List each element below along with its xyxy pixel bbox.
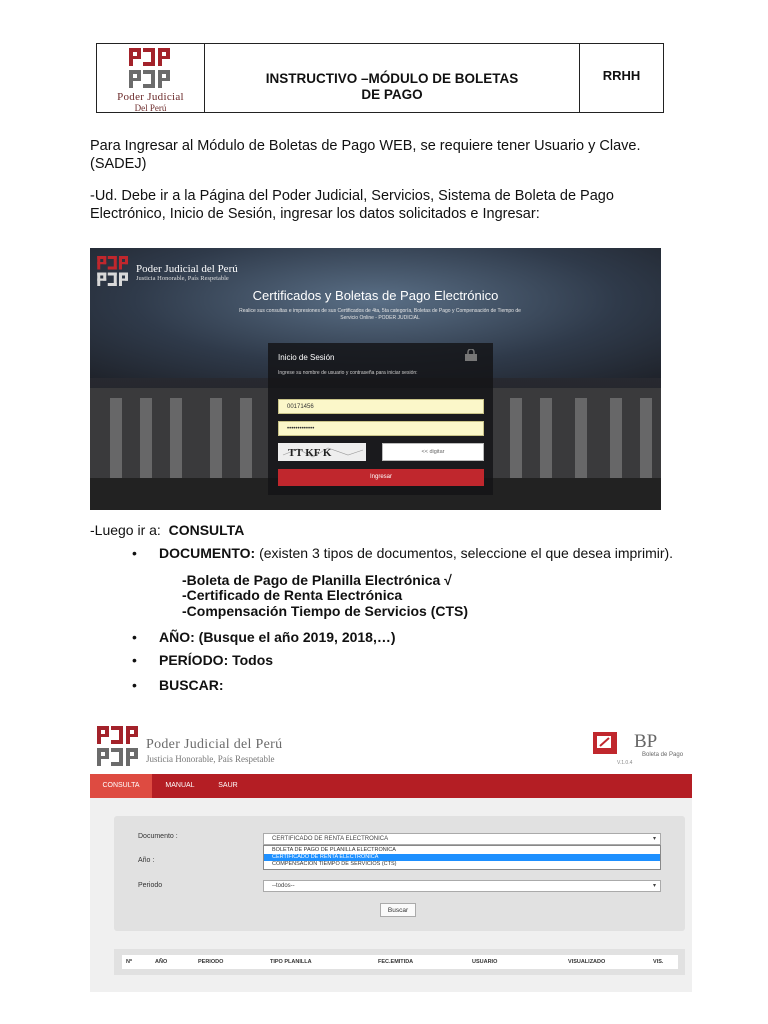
documento-select[interactable] [263, 833, 661, 845]
login-brand: Poder Judicial del Perú [136, 263, 238, 275]
consulta-slogan: Justicia Honorable, País Respetable [146, 754, 275, 764]
step-buscar: BUSCAR: [159, 677, 224, 693]
column [110, 398, 122, 478]
documento-text: (existen 3 tipos de documentos, seleccione el que desea imprimir). [255, 545, 674, 561]
poder-judicial-logo-icon [95, 726, 141, 766]
periodo-label: Periodo [138, 882, 163, 889]
column [540, 398, 552, 478]
documento-select-value: CERTIFICADO DE RENTA ELECTRONICA [272, 836, 389, 842]
login-page-title: Certificados y Boletas de Pago Electrónico [252, 288, 499, 303]
buscar-button[interactable]: Buscar [380, 903, 416, 917]
step-luego [90, 521, 244, 539]
results-table [114, 949, 685, 975]
login-panel-description: Ingrese su nombre de usuario y contraseña para iniciar sesión: [278, 370, 418, 376]
header-title-cell [205, 44, 580, 112]
department-label: RRHH [602, 68, 641, 83]
document-header [96, 43, 664, 113]
column [240, 398, 252, 478]
column [170, 398, 182, 478]
instructions-line2: Electrónico, Inicio de Sesión, ingresar los datos solicitados e Ingresar: [90, 206, 540, 222]
documento-option[interactable]: BOLETA DE PAGO DE PLANILLA ELECTRONICA [272, 847, 396, 853]
documento-label: DOCUMENTO: [159, 545, 256, 561]
intro-paragraph-line2: (SADEJ) [90, 156, 147, 172]
logo-name: Poder Judicial [117, 91, 184, 103]
column-header: PERIODO [198, 959, 224, 965]
step-documento [159, 545, 673, 561]
doc-title-line2: DE PAGO [361, 87, 423, 102]
dropdown-arrow-icon: ▾ [652, 883, 656, 889]
poder-judicial-logo-icon [129, 48, 171, 88]
column-header: USUARIO [472, 959, 498, 965]
header-dept-cell [580, 44, 663, 112]
captcha-image [278, 443, 366, 461]
doc-type-boleta: -Boleta de Pago de Planilla Electrónica √ [182, 572, 452, 588]
login-screenshot [90, 248, 661, 510]
documento-option[interactable]: COMPENSACION TIEMPO DE SERVICIOS (CTS) [272, 861, 397, 867]
login-slogan: Justicia Honorable, País Respetable [136, 275, 229, 282]
column [140, 398, 152, 478]
column-header: VIS. [653, 959, 664, 965]
dropdown-arrow-icon: ▾ [652, 836, 656, 842]
column [610, 398, 622, 478]
step-luego-prefix: -Luego ir a: [90, 522, 165, 538]
documento-dropdown-list [263, 845, 661, 870]
intro-paragraph-line1: Para Ingresar al Módulo de Boletas de Pago WEB, se requiere tener Usuario y Clave. [90, 138, 641, 154]
app-version: V.1.0.4 [617, 760, 633, 766]
captcha-noise [278, 443, 366, 461]
doc-title-line1: INSTRUCTIVO –MÓDULO DE BOLETAS [265, 71, 519, 86]
results-table-header [122, 955, 678, 969]
column [510, 398, 522, 478]
consulta-brand: Poder Judicial del Perú [146, 737, 283, 752]
search-form [114, 816, 685, 931]
bp-logo-subtitle: Boleta de Pago [642, 752, 684, 758]
lock-icon [464, 349, 478, 361]
login-panel-title: Inicio de Sesión [278, 353, 335, 362]
header-logo-cell [97, 44, 205, 112]
login-submit-button[interactable]: Ingresar [278, 469, 484, 486]
tab-manual[interactable]: MANUAL [165, 782, 195, 789]
doc-type-cts: -Compensación Tiempo de Servicios (CTS) [182, 603, 469, 619]
doc-type-certificado: -Certificado de Renta Electrónica [182, 587, 403, 603]
bp-logo-text: BP [634, 731, 658, 752]
poder-judicial-logo-icon [96, 256, 130, 286]
column [210, 398, 222, 478]
instructions-line1: -Ud. Debe ir a la Página del Poder Judicial, Servicios, Sistema de Boleta de Pago [90, 188, 614, 204]
captcha-text: TT KF K [288, 447, 332, 459]
consulta-screenshot [90, 718, 692, 992]
column-header: FEC.EMITIDA [378, 959, 414, 965]
anio-label: Año : [138, 857, 155, 864]
documento-option-selected[interactable]: CERTIFICADO DE RENTA ELECTRONICA [264, 854, 660, 861]
step-luego-consulta: CONSULTA [168, 522, 245, 538]
tab-consulta[interactable]: CONSULTA [90, 774, 152, 798]
boleta-pago-logo-icon [593, 732, 617, 754]
login-description: Realice sus consultas e impresiones de sus Certificados de 4ta, 5ta categoría, Boletas de Pago y Compensación de Tiempo de Servicio Online - PODER JUDICIAL [239, 308, 521, 321]
step-periodo: PERÍODO: Todos [159, 652, 274, 668]
column [640, 398, 652, 478]
column-header: Nº [126, 959, 132, 965]
documento-label: Documento : [138, 833, 178, 840]
column-header: TIPO PLANILLA [270, 959, 312, 965]
username-input[interactable]: 00171456 [278, 399, 484, 414]
step-anio: AÑO: (Busque el año 2019, 2018,…) [159, 629, 396, 645]
periodo-select-value: --todos-- [272, 883, 295, 889]
periodo-select[interactable] [263, 880, 661, 892]
tab-saur[interactable]: SAUR [218, 782, 238, 789]
column-header: VISUALIZADO [568, 959, 606, 965]
captcha-input[interactable]: << digitar [382, 443, 484, 461]
main-nav [90, 774, 692, 798]
login-panel [268, 343, 493, 495]
column-header: AÑO [155, 959, 168, 965]
column [575, 398, 587, 478]
logo-subname: Del Perú [134, 103, 167, 113]
password-input[interactable]: ••••••••••••• [278, 421, 484, 436]
